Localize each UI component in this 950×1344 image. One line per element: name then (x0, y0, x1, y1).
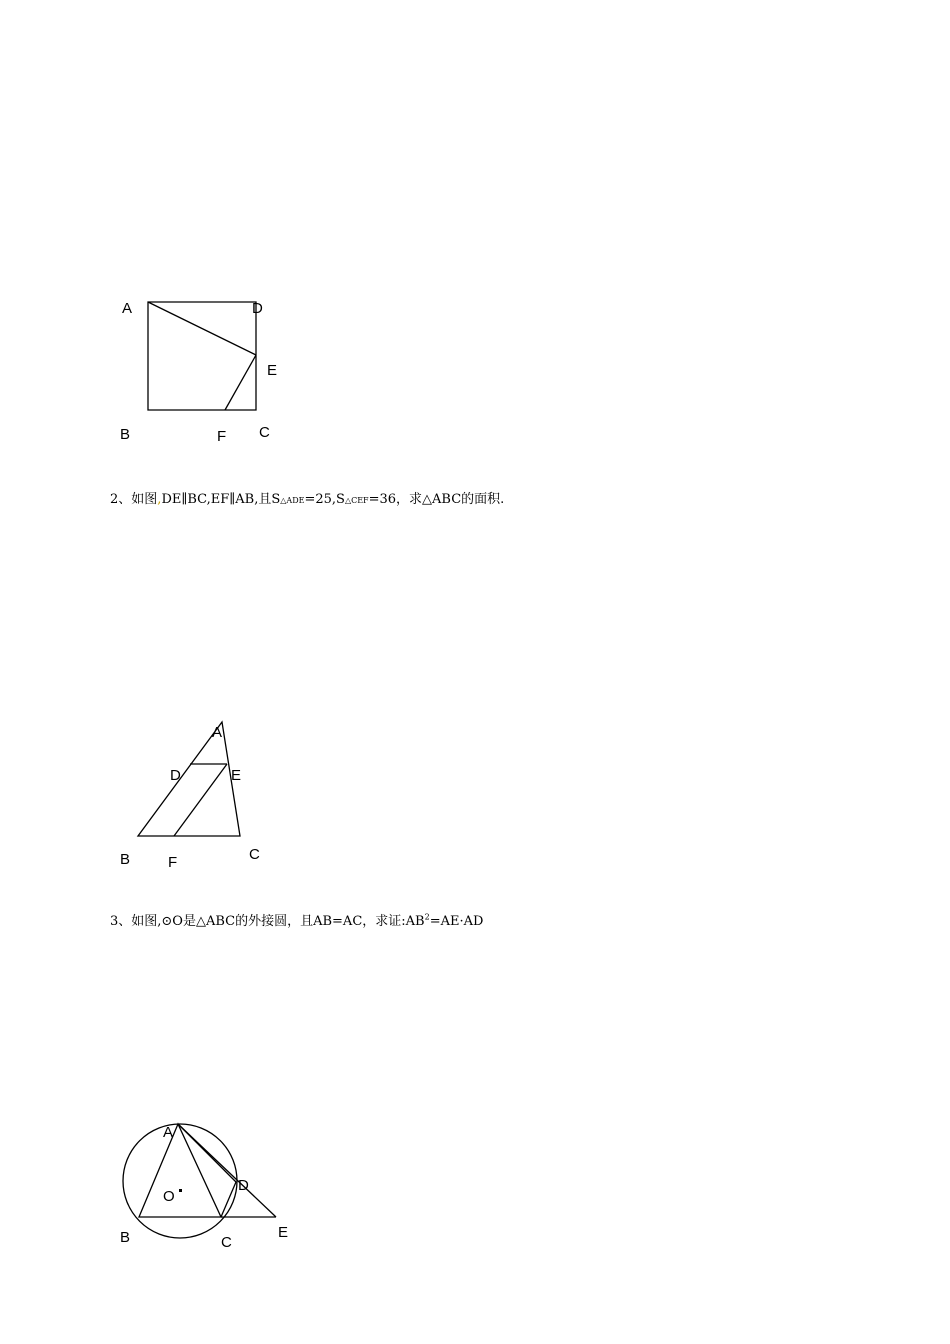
problem-2-number: 2、 (110, 492, 132, 507)
problem-3-text-b: =AE·AD (429, 914, 484, 929)
label-c: C (259, 424, 270, 441)
triangle-abc (139, 1124, 221, 1217)
problem-2-text-d: =36，求△ABC的面积. (368, 492, 505, 507)
figure-triangle (0, 700, 950, 880)
label-d: D (238, 1177, 249, 1194)
square-abcd (148, 302, 256, 410)
problem-2-sub-ade: △ADE (280, 496, 305, 505)
problem-2-text-c: =25,S (304, 492, 345, 507)
label-c: C (221, 1234, 232, 1251)
problem-2-text-b: DE∥BC,EF∥AB,且S (161, 492, 281, 507)
triangle-abc (138, 722, 240, 836)
figure-circle (0, 1100, 950, 1260)
label-f: F (168, 854, 178, 871)
label-e: E (231, 767, 242, 784)
problem-3-text (110, 910, 483, 929)
center-dot (179, 1189, 182, 1192)
label-a: A (163, 1124, 174, 1141)
label-c: C (249, 846, 260, 863)
label-a: A (212, 724, 223, 741)
label-b: B (120, 851, 131, 868)
label-b: B (120, 426, 131, 443)
problem-2-text-a: 如图 (131, 492, 158, 507)
segment-ef (174, 764, 227, 836)
label-o: O (163, 1188, 175, 1205)
segment-ad (178, 1124, 236, 1182)
label-e: E (267, 362, 278, 379)
segment-ae (148, 302, 256, 355)
segment-ef (225, 355, 256, 410)
circumcircle-o (123, 1124, 237, 1238)
label-f: F (217, 428, 227, 445)
problem-2-sub-cef: △CEF (344, 496, 369, 505)
label-e: E (278, 1224, 289, 1241)
label-d: D (252, 300, 263, 317)
problem-2-mark: , (157, 492, 162, 507)
figure-square (0, 0, 950, 460)
label-d: D (170, 767, 181, 784)
problem-3-superscript: 2 (424, 912, 430, 922)
problem-3-number: 3、 (110, 914, 132, 929)
label-a: A (122, 300, 133, 317)
problem-2-text (110, 488, 504, 507)
label-b: B (120, 1229, 131, 1246)
problem-3-text-a: 如图,⊙O是△ABC的外接圆，且AB=AC，求证:AB (131, 914, 425, 929)
